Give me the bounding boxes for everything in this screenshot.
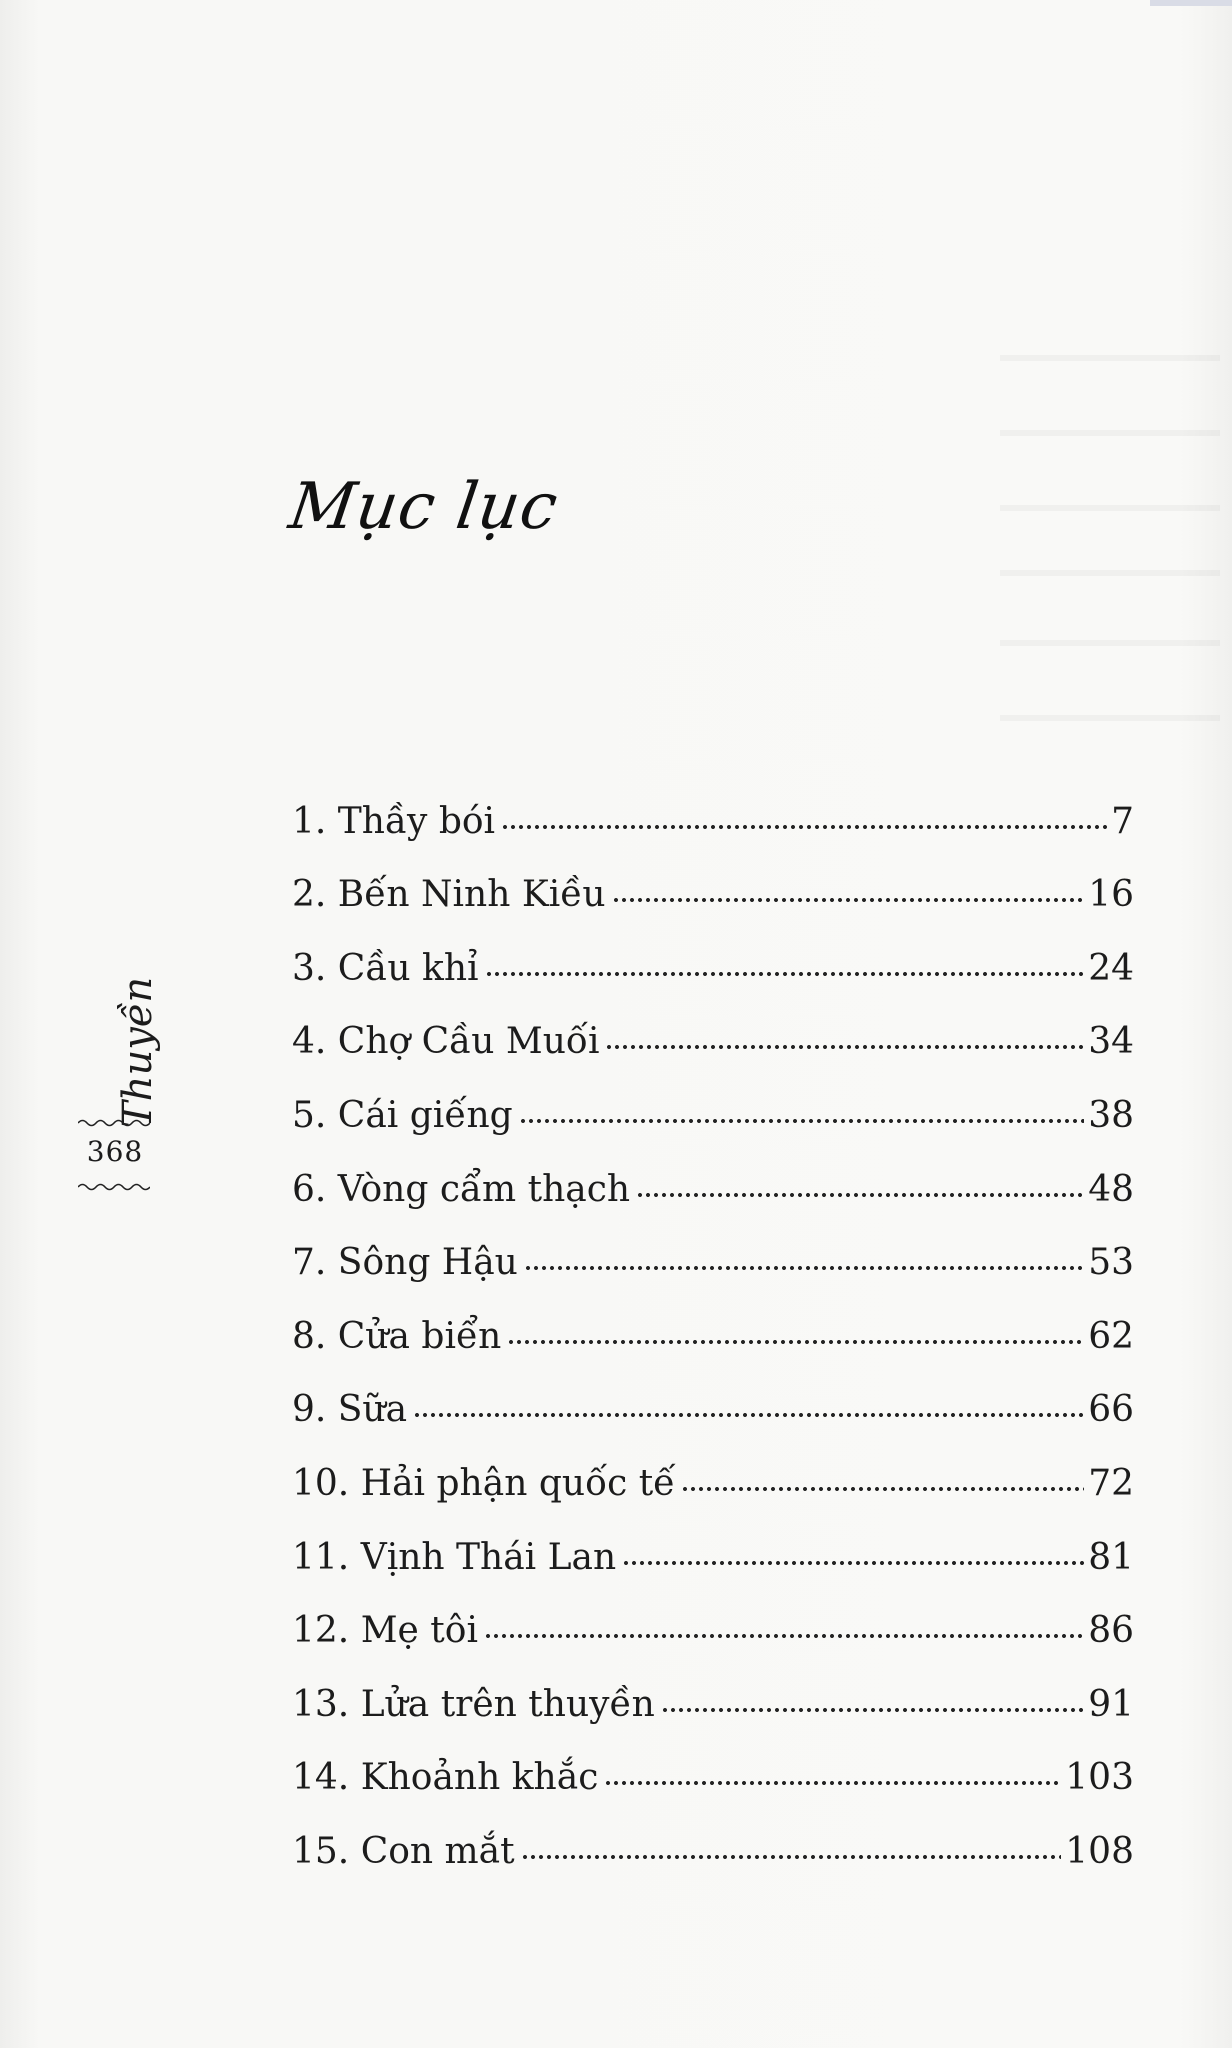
- dot-leader: [501, 823, 1107, 831]
- dot-leader: [519, 1117, 1084, 1125]
- toc-entry-page-number: 108: [1065, 1830, 1134, 1872]
- toc-entry-page-number: 53: [1088, 1242, 1134, 1284]
- show-through-line: [1000, 640, 1220, 646]
- toc-entry-page-number: 103: [1065, 1757, 1134, 1799]
- toc-entry-title: 2. Bến Ninh Kiều: [292, 874, 606, 916]
- show-through-line: [1000, 430, 1220, 436]
- dot-leader: [484, 1632, 1084, 1640]
- toc-entry: [292, 840, 1134, 914]
- toc-entry: [292, 1796, 1134, 1870]
- toc-entry: [292, 1576, 1134, 1650]
- toc-entry-title: 7. Sông Hậu: [292, 1242, 518, 1284]
- dot-leader: [605, 1043, 1084, 1051]
- toc-entry: [292, 1208, 1134, 1282]
- toc-entry-title: 12. Mẹ tôi: [292, 1610, 478, 1652]
- toc-entry-page-number: 91: [1088, 1683, 1134, 1725]
- wave-ornament-top: [78, 1118, 150, 1128]
- table-of-contents: [292, 766, 1134, 1870]
- toc-entry-title: 14. Khoảnh khắc: [292, 1757, 599, 1799]
- show-through-line: [1000, 505, 1220, 511]
- toc-entry-title: 3. Cầu khỉ: [292, 947, 479, 989]
- page-title: Mục lục: [284, 470, 563, 544]
- dot-leader: [681, 1485, 1084, 1493]
- toc-entry-title: 15. Con mắt: [292, 1830, 515, 1872]
- toc-entry-title: 11. Vịnh Thái Lan: [292, 1536, 617, 1578]
- dot-leader: [521, 1853, 1062, 1861]
- toc-entry-title: 13. Lửa trên thuyền: [292, 1683, 655, 1725]
- show-through-line: [1000, 355, 1220, 361]
- toc-entry-page-number: 48: [1088, 1168, 1134, 1210]
- toc-entry: [292, 1502, 1134, 1576]
- toc-entry-page-number: 7: [1111, 800, 1134, 842]
- dot-leader: [413, 1411, 1084, 1419]
- toc-entry-page-number: 34: [1088, 1021, 1134, 1063]
- toc-entry: [292, 1428, 1134, 1502]
- toc-entry-title: 10. Hải phận quốc tế: [292, 1462, 676, 1504]
- toc-entry-page-number: 24: [1088, 947, 1134, 989]
- wave-ornament-bottom: [78, 1182, 150, 1192]
- toc-entry-title: 9. Sữa: [292, 1389, 408, 1431]
- toc-entry-page-number: 62: [1088, 1315, 1134, 1357]
- scan-edge: [1150, 0, 1232, 6]
- toc-entry-page-number: 81: [1088, 1536, 1134, 1578]
- toc-entry: [292, 1281, 1134, 1355]
- toc-entry: [292, 987, 1134, 1061]
- running-head: [60, 960, 170, 1200]
- book-title: Thuyền: [115, 976, 161, 1128]
- toc-entry: [292, 1649, 1134, 1723]
- toc-entry-title: 6. Vòng cẩm thạch: [292, 1168, 631, 1210]
- toc-entry: [292, 766, 1134, 840]
- dot-leader: [604, 1779, 1061, 1787]
- toc-entry: [292, 1134, 1134, 1208]
- toc-entry: [292, 1723, 1134, 1797]
- dot-leader: [485, 970, 1085, 978]
- toc-entry-title: 4. Chợ Cầu Muối: [292, 1021, 600, 1063]
- toc-entry: [292, 913, 1134, 987]
- toc-entry-page-number: 16: [1088, 874, 1134, 916]
- toc-entry-title: 1. Thầy bói: [292, 800, 496, 842]
- page-number: 368: [86, 1135, 144, 1168]
- toc-entry-page-number: 66: [1088, 1389, 1134, 1431]
- dot-leader: [612, 896, 1085, 904]
- dot-leader: [636, 1191, 1084, 1199]
- toc-entry-page-number: 86: [1088, 1610, 1134, 1652]
- show-through-line: [1000, 570, 1220, 576]
- dot-leader: [507, 1338, 1084, 1346]
- toc-entry-page-number: 38: [1088, 1094, 1134, 1136]
- show-through-line: [1000, 715, 1220, 721]
- dot-leader: [622, 1559, 1084, 1567]
- toc-entry-title: 5. Cái giếng: [292, 1094, 513, 1136]
- toc-entry: [292, 1355, 1134, 1429]
- toc-entry-title: 8. Cửa biển: [292, 1315, 502, 1357]
- toc-entry-page-number: 72: [1088, 1462, 1134, 1504]
- toc-entry: [292, 1060, 1134, 1134]
- dot-leader: [524, 1264, 1084, 1272]
- dot-leader: [661, 1706, 1084, 1714]
